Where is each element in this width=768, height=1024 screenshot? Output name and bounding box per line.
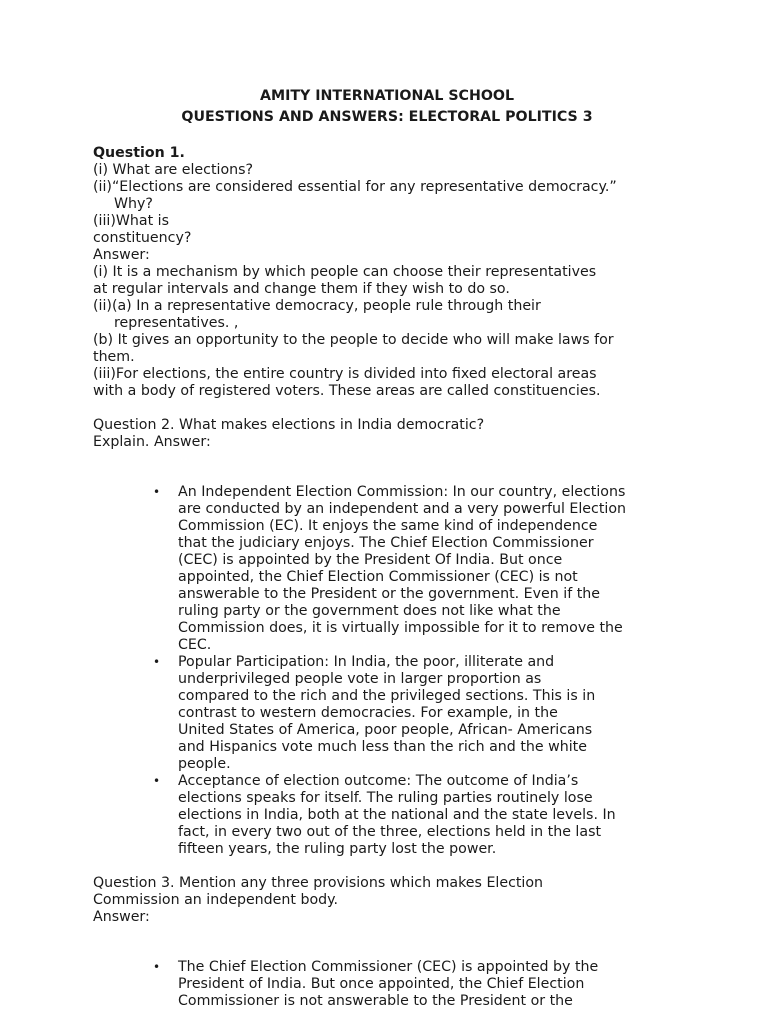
q2-b2-line: compared to the rich and the privileged sections. This is in bbox=[178, 688, 596, 704]
question-1-heading: Question 1. bbox=[93, 145, 185, 161]
q1-line: (ii)“Elections are considered essential for any representative democracy.” bbox=[93, 179, 617, 195]
bullet-icon: • bbox=[153, 960, 161, 974]
list-item bbox=[93, 654, 683, 773]
q2-b1-line: are conducted by an independent and a very powerful Election bbox=[178, 501, 627, 517]
q1-line: (i) It is a mechanism by which people can choose their representatives bbox=[93, 264, 597, 280]
q2-b2-line: contrast to western democracies. For example, in the bbox=[178, 705, 558, 721]
q2-b2-line: Popular Participation: In India, the poor, illiterate and bbox=[178, 654, 555, 670]
q3-b1-line: Commissioner is not answerable to the President or the bbox=[178, 993, 573, 1009]
q1-line: (ii)(a) In a representative democracy, people rule through their bbox=[93, 298, 541, 314]
q2-b2-line: people. bbox=[178, 756, 231, 772]
q2-b1-line: An Independent Election Commission: In our country, elections bbox=[178, 484, 626, 500]
q1-line: (iii)What is bbox=[93, 213, 170, 229]
q2-b1-line: that the judiciary enjoys. The Chief Election Commissioner bbox=[178, 535, 594, 551]
bullet-icon: • bbox=[153, 655, 161, 669]
q1-line: (b) It gives an opportunity to the people to decide who will make laws for bbox=[93, 332, 614, 348]
document-title: QUESTIONS AND ANSWERS: ELECTORAL POLITICS 3 bbox=[181, 109, 593, 125]
document-page bbox=[93, 86, 683, 1010]
list-item bbox=[93, 959, 683, 1010]
school-name: AMITY INTERNATIONAL SCHOOL bbox=[260, 88, 514, 104]
q3-bullet-list bbox=[93, 959, 683, 1010]
q1-line: with a body of registered voters. These areas are called constituencies. bbox=[93, 383, 601, 399]
q2-b1-line: CEC. bbox=[178, 637, 212, 653]
q1-answer-label: Answer: bbox=[93, 247, 150, 263]
q2-b1-line: Commission does, it is virtually impossible for it to remove the bbox=[178, 620, 623, 636]
q1-line: them. bbox=[93, 349, 135, 365]
q2-b3-line: fifteen years, the ruling party lost the power. bbox=[178, 841, 497, 857]
question-3-heading: Question 3. Mention any three provisions which makes Election bbox=[93, 875, 544, 891]
list-item bbox=[93, 773, 683, 858]
q2-line: Explain. Answer: bbox=[93, 434, 211, 450]
q2-b1-line: appointed, the Chief Election Commissioner (CEC) is not bbox=[178, 569, 578, 585]
bullet-icon: • bbox=[153, 774, 161, 788]
q2-b3-line: elections in India, both at the national and the state levels. In bbox=[178, 807, 616, 823]
q1-line: at regular intervals and change them if they wish to do so. bbox=[93, 281, 510, 297]
question-2 bbox=[93, 417, 683, 858]
document-header bbox=[91, 86, 683, 128]
q2-b1-line: Commission (EC). It enjoys the same kind of independence bbox=[178, 518, 598, 534]
q1-line: (iii)For elections, the entire country is divided into fixed electoral areas bbox=[93, 366, 597, 382]
q1-line: (i) What are elections? bbox=[93, 162, 254, 178]
q2-bullet-list bbox=[93, 484, 683, 858]
q2-b1-line: ruling party or the government does not like what the bbox=[178, 603, 561, 619]
q2-b2-line: underprivileged people vote in larger proportion as bbox=[178, 671, 542, 687]
list-item bbox=[93, 484, 683, 654]
question-3 bbox=[93, 875, 683, 1010]
q1-line: Why? bbox=[114, 196, 153, 212]
q1-line: representatives. , bbox=[114, 315, 239, 331]
q2-b2-line: and Hispanics vote much less than the rich and the white bbox=[178, 739, 587, 755]
q3-b1-line: President of India. But once appointed, the Chief Election bbox=[178, 976, 585, 992]
q3-line: Commission an independent body. bbox=[93, 892, 339, 908]
q3-b1-line: The Chief Election Commissioner (CEC) is appointed by the bbox=[178, 959, 599, 975]
q3-answer-label: Answer: bbox=[93, 909, 150, 925]
q2-b3-line: Acceptance of election outcome: The outcome of India’s bbox=[178, 773, 579, 789]
q1-line: constituency? bbox=[93, 230, 192, 246]
q2-b2-line: United States of America, poor people, African- Americans bbox=[178, 722, 593, 738]
q2-b3-line: fact, in every two out of the three, elections held in the last bbox=[178, 824, 602, 840]
q2-b3-line: elections speaks for itself. The ruling parties routinely lose bbox=[178, 790, 593, 806]
bullet-icon: • bbox=[153, 485, 161, 499]
question-2-heading: Question 2. What makes elections in India democratic? bbox=[93, 417, 485, 433]
q2-b1-line: answerable to the President or the government. Even if the bbox=[178, 586, 601, 602]
question-1 bbox=[93, 145, 683, 400]
q2-b1-line: (CEC) is appointed by the President Of India. But once bbox=[178, 552, 563, 568]
